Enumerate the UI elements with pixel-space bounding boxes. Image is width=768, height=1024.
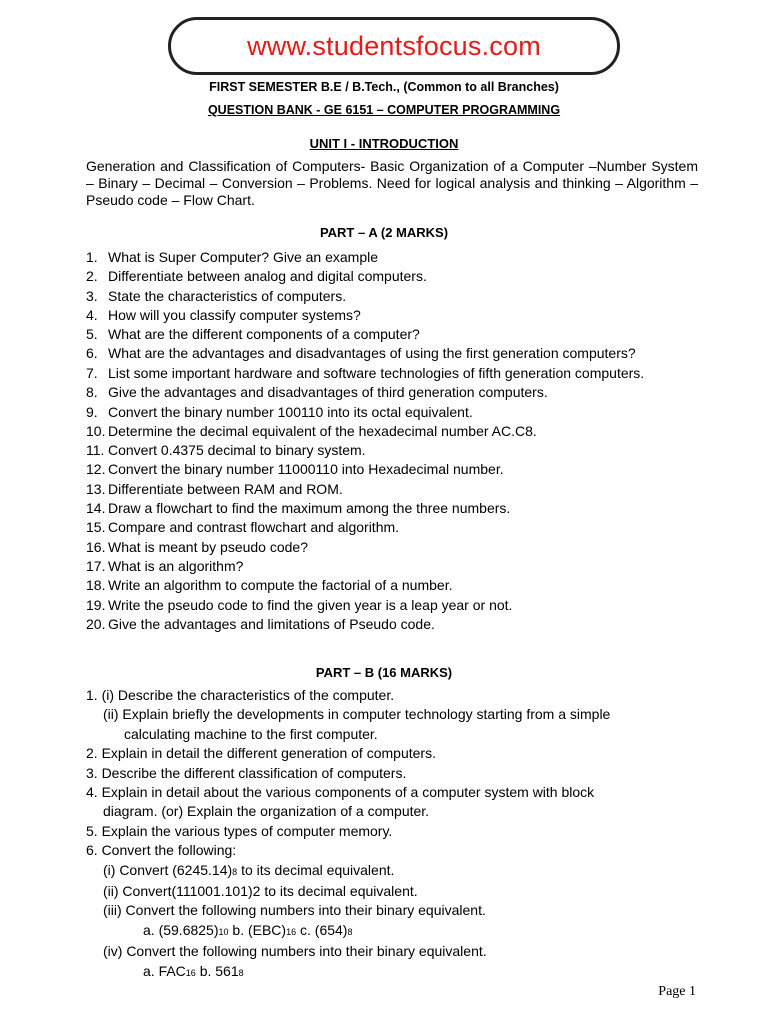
part-b-line: diagram. (or) Explain the organization of a computer. xyxy=(103,803,430,820)
list-item xyxy=(86,441,706,460)
question-number: 12. xyxy=(86,461,106,478)
list-item xyxy=(86,596,706,615)
list-item xyxy=(86,615,706,634)
part-b-line: 1. (i) Describe the characteristics of the computer. xyxy=(86,687,395,703)
question-number: 9. xyxy=(86,403,98,420)
question-number: 1. xyxy=(86,249,98,265)
question-number: 16. xyxy=(86,538,106,555)
question-number: 10. xyxy=(86,422,106,439)
subscript: 8 xyxy=(238,967,244,978)
question-number: 3. xyxy=(86,287,98,304)
list-item xyxy=(86,499,706,518)
part-a-heading: PART – A (2 MARKS) xyxy=(319,225,449,240)
part-b-line: (iv) Convert the following numbers into their binary equivalent. xyxy=(103,943,487,960)
part-b-line: (iii) Convert the following numbers into their binary equivalent. xyxy=(103,902,486,919)
subscript: 8 xyxy=(232,866,238,877)
question-text: What are the different components of a computer? xyxy=(108,326,420,343)
question-number: 15. xyxy=(86,519,106,536)
part-b-line: (ii) Explain briefly the developments in computer technology starting from a simple xyxy=(103,706,611,723)
list-item xyxy=(86,248,706,267)
question-text: Write an algorithm to compute the factorial of a number. xyxy=(108,577,453,594)
line-text: b. (EBC) xyxy=(228,921,287,938)
list-item xyxy=(86,460,706,479)
question-text: Differentiate between analog and digital computers. xyxy=(108,268,427,285)
question-text: What is Super Computer? Give an example xyxy=(108,249,379,265)
part-b-heading: PART – B (16 MARKS) xyxy=(315,665,453,680)
question-number: 20. xyxy=(86,615,106,632)
part-b-line xyxy=(86,861,706,882)
question-text: Differentiate between RAM and ROM. xyxy=(108,480,343,497)
list-item xyxy=(86,344,706,363)
question-text: Compare and contrast flowchart and algorithm. xyxy=(108,519,400,536)
question-bank-heading: QUESTION BANK - GE 6151 – COMPUTER PROGRAMMING xyxy=(207,103,561,117)
line-text: c. (654) xyxy=(296,921,348,938)
site-url: www.studentsfocus.com xyxy=(247,30,541,61)
list-item xyxy=(86,287,706,306)
question-number: 5. xyxy=(86,326,98,343)
question-number: 17. xyxy=(86,557,106,574)
list-item xyxy=(86,267,706,286)
list-item xyxy=(86,576,706,595)
page-number: Page 1 xyxy=(658,984,696,999)
list-item xyxy=(86,538,706,557)
unit-heading: UNIT I - INTRODUCTION xyxy=(309,136,459,151)
unit-syllabus: Generation and Classification of Computers- Basic Organization of a Computer –Number System – Binary – Decimal – Conversion – Problems. Need for logical analysis and thinking – Algorithm – Pseudo code – Flow Chart. xyxy=(86,158,698,208)
question-text: Give the advantages and disadvantages of third generation computers. xyxy=(108,384,548,401)
question-text: State the characteristics of computers. xyxy=(108,287,347,304)
line-text: a. FAC xyxy=(143,962,186,979)
question-text: Convert the binary number 100110 into its octal equivalent. xyxy=(108,403,473,420)
question-text: List some important hardware and software technologies of fifth generation computers. xyxy=(108,364,645,381)
subscript: 10 xyxy=(218,926,229,937)
list-item xyxy=(86,422,706,441)
question-number: 4. xyxy=(86,306,98,323)
semester-heading: FIRST SEMESTER B.E / B.Tech., (Common to all Branches) xyxy=(209,80,559,94)
list-item xyxy=(86,403,706,422)
list-item xyxy=(86,364,706,384)
question-number: 18. xyxy=(86,577,106,594)
question-text: What are the advantages and disadvantages of using the first generation computers? xyxy=(108,345,636,362)
part-b-line: 2. Explain in detail the different generation of computers. xyxy=(86,745,436,762)
part-b-line xyxy=(86,962,706,983)
question-number: 19. xyxy=(86,596,106,613)
part-b-line: 3. Describe the different classification of computers. xyxy=(86,764,407,781)
question-text: Convert 0.4375 decimal to binary system. xyxy=(108,442,366,459)
question-number: 7. xyxy=(86,364,98,381)
question-text: Give the advantages and limitations of Pseudo code. xyxy=(108,615,435,632)
line-text: (i) Convert (6245.14) xyxy=(103,861,233,878)
question-text: Draw a flowchart to find the maximum among the three numbers. xyxy=(108,500,511,517)
site-banner xyxy=(168,17,620,75)
list-item xyxy=(86,480,706,499)
question-text: What is an algorithm? xyxy=(108,557,244,574)
part-a-question-list xyxy=(86,248,706,634)
part-b-line: 4. Explain in detail about the various components of a computer system with block xyxy=(86,784,595,801)
question-number: 13. xyxy=(86,480,106,497)
question-text: Convert the binary number 11000110 into Hexadecimal number. xyxy=(108,461,504,478)
question-number: 14. xyxy=(86,500,106,517)
line-text: a. (59.6825) xyxy=(143,921,219,938)
question-number: 8. xyxy=(86,384,98,401)
part-b-line: calculating machine to the first computer. xyxy=(124,725,378,742)
question-text: What is meant by pseudo code? xyxy=(108,538,309,555)
part-b-line xyxy=(86,921,706,942)
part-b-line: (ii) Convert(111001.101)2 to its decimal equivalent. xyxy=(103,883,418,900)
part-b-question-list xyxy=(86,686,706,983)
question-text: Determine the decimal equivalent of the hexadecimal number AC.C8. xyxy=(108,422,537,439)
question-text: Write the pseudo code to find the given year is a leap year or not. xyxy=(108,596,513,613)
list-item xyxy=(86,518,706,537)
line-text: to its decimal equivalent. xyxy=(237,861,395,878)
question-number: 6. xyxy=(86,345,98,362)
part-b-line: 6. Convert the following: xyxy=(86,842,237,859)
part-b-line: 5. Explain the various types of computer memory. xyxy=(86,822,393,839)
question-number: 11. xyxy=(86,442,105,459)
question-number: 2. xyxy=(86,268,98,285)
subscript: 16 xyxy=(185,967,196,978)
subscript: 16 xyxy=(286,926,297,937)
list-item xyxy=(86,383,706,402)
question-text: How will you classify computer systems? xyxy=(108,306,361,323)
list-item xyxy=(86,325,706,344)
line-text: b. 561 xyxy=(195,962,239,979)
list-item xyxy=(86,557,706,576)
subscript: 8 xyxy=(347,926,353,937)
list-item xyxy=(86,306,706,325)
